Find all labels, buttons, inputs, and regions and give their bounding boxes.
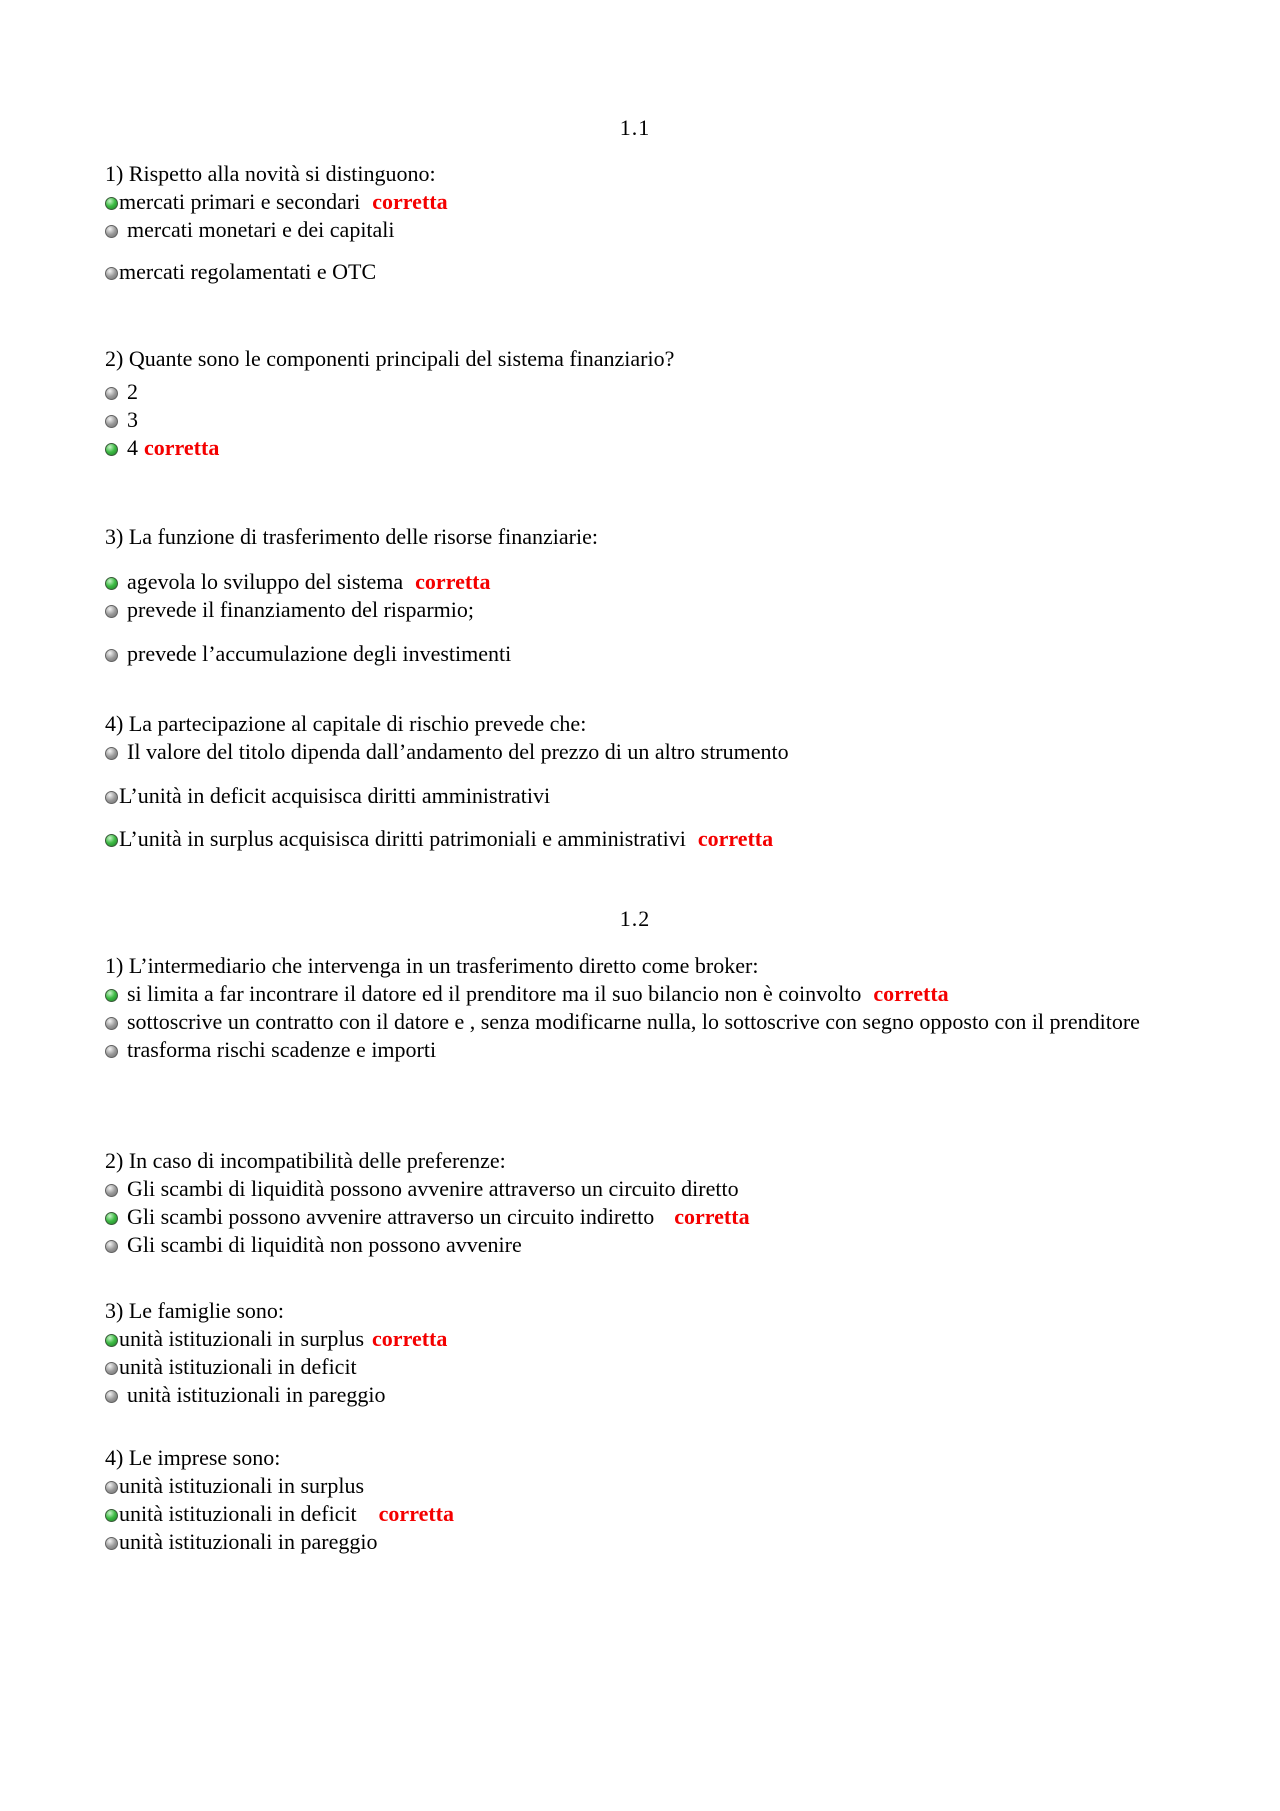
correct-marker: corretta: [372, 1326, 448, 1351]
radio-icon[interactable]: [105, 415, 118, 428]
radio-icon[interactable]: [105, 387, 118, 400]
answer-option[interactable]: [105, 378, 1165, 406]
radio-selected-icon[interactable]: [105, 1212, 118, 1225]
answer-option[interactable]: [105, 1381, 1165, 1409]
radio-icon[interactable]: [105, 1481, 118, 1494]
radio-selected-icon[interactable]: [105, 1334, 118, 1347]
answer-option[interactable]: [105, 1325, 1165, 1353]
question-block: [105, 1147, 1165, 1259]
question-text: 2) In caso di incompatibilità delle preferenze:: [105, 1148, 506, 1173]
answer-option[interactable]: [105, 825, 1165, 853]
quiz-content: [105, 114, 1165, 1556]
radio-icon[interactable]: [105, 791, 118, 804]
radio-icon[interactable]: [105, 1045, 118, 1058]
answer-option[interactable]: [105, 406, 1165, 434]
correct-marker: corretta: [873, 981, 949, 1006]
answer-option[interactable]: [105, 1500, 1165, 1528]
radio-icon[interactable]: [105, 605, 118, 618]
answer-option[interactable]: [105, 1008, 1165, 1036]
option-label: 2: [127, 379, 138, 404]
correct-marker: corretta: [378, 1501, 454, 1526]
option-label: prevede il finanziamento del risparmio;: [127, 597, 474, 622]
option-label: unità istituzionali in pareggio: [119, 1529, 378, 1554]
answer-option[interactable]: [105, 216, 1165, 244]
section-title: 1.2: [619, 906, 651, 931]
option-label: trasforma rischi scadenze e importi: [127, 1037, 437, 1062]
radio-icon[interactable]: [105, 747, 118, 760]
correct-marker: corretta: [144, 435, 220, 460]
option-label: Gli scambi di liquidità possono avvenire attraverso un circuito diretto: [127, 1176, 739, 1201]
option-label: unità istituzionali in deficit: [119, 1354, 357, 1379]
option-label: unità istituzionali in deficit: [119, 1501, 357, 1526]
answer-option[interactable]: [105, 568, 1165, 596]
correct-marker: corretta: [372, 189, 448, 214]
question-block: [105, 710, 1165, 853]
question-block: [105, 523, 1165, 668]
option-label: mercati regolamentati e OTC: [119, 259, 377, 284]
answer-option[interactable]: [105, 1353, 1165, 1381]
radio-selected-icon[interactable]: [105, 443, 118, 456]
option-label: unità istituzionali in surplus: [119, 1326, 365, 1351]
radio-selected-icon[interactable]: [105, 989, 118, 1002]
option-label: unità istituzionali in pareggio: [127, 1382, 386, 1407]
option-label: si limita a far incontrare il datore ed il prenditore ma il suo bilancio non è coinvolto: [127, 981, 862, 1006]
option-label: mercati monetari e dei capitali: [127, 217, 395, 242]
answer-option[interactable]: [105, 434, 1165, 462]
answer-option[interactable]: [105, 258, 1165, 286]
option-label: L’unità in deficit acquisisca diritti amministrativi: [119, 783, 551, 808]
answer-option[interactable]: [105, 782, 1165, 810]
option-label: L’unità in surplus acquisisca diritti patrimoniali e amministrativi: [119, 826, 686, 851]
question-block: [105, 160, 1165, 286]
answer-option[interactable]: [105, 980, 1165, 1008]
option-label: prevede l’accumulazione degli investimenti: [127, 641, 512, 666]
radio-icon[interactable]: [105, 649, 118, 662]
option-label: 3: [127, 407, 138, 432]
radio-icon[interactable]: [105, 1240, 118, 1253]
radio-icon[interactable]: [105, 1362, 118, 1375]
radio-icon[interactable]: [105, 1390, 118, 1403]
radio-icon[interactable]: [105, 1017, 118, 1030]
answer-option[interactable]: [105, 640, 1165, 668]
option-label: agevola lo sviluppo del sistema: [127, 569, 404, 594]
correct-marker: corretta: [697, 826, 774, 851]
option-label: mercati primari e secondari: [119, 189, 361, 214]
option-label: sottoscrive un contratto con il datore e , senza modificarne nulla, lo sottoscrive con segno opposto con il prenditore: [127, 1009, 1140, 1034]
answer-option[interactable]: [105, 738, 1165, 766]
question-text: 1) L’intermediario che intervenga in un trasferimento diretto come broker:: [105, 953, 759, 978]
answer-option[interactable]: [105, 1472, 1165, 1500]
option-label: Il valore del titolo dipenda dall’andamento del prezzo di un altro strumento: [127, 739, 789, 764]
radio-selected-icon[interactable]: [105, 1509, 118, 1522]
correct-marker: corretta: [674, 1204, 750, 1229]
question-text: 3) La funzione di trasferimento delle risorse finanziarie:: [105, 524, 598, 549]
answer-option[interactable]: [105, 1036, 1165, 1064]
radio-icon[interactable]: [105, 1184, 118, 1197]
radio-selected-icon[interactable]: [105, 577, 118, 590]
question-text: 2) Quante sono le componenti principali del sistema finanziario?: [105, 346, 675, 371]
question-text: 1) Rispetto alla novità si distinguono:: [105, 161, 436, 186]
radio-selected-icon[interactable]: [105, 197, 118, 210]
answer-option[interactable]: [105, 596, 1165, 624]
answer-option[interactable]: [105, 1231, 1165, 1259]
question-block: [105, 952, 1165, 1064]
option-label: Gli scambi di liquidità non possono avvenire: [127, 1232, 522, 1257]
answer-option[interactable]: [105, 1203, 1165, 1231]
answer-option[interactable]: [105, 1528, 1165, 1556]
question-block: [105, 1444, 1165, 1556]
radio-icon[interactable]: [105, 1537, 118, 1550]
section-title: 1.1: [619, 115, 651, 140]
radio-selected-icon[interactable]: [105, 834, 118, 847]
radio-icon[interactable]: [105, 267, 118, 280]
correct-marker: corretta: [415, 569, 491, 594]
radio-icon[interactable]: [105, 225, 118, 238]
option-label: Gli scambi possono avvenire attraverso un circuito indiretto: [127, 1204, 655, 1229]
question-block: [105, 345, 1165, 462]
answer-option[interactable]: [105, 188, 1165, 216]
option-label: 4: [127, 435, 138, 460]
question-text: 4) La partecipazione al capitale di rischio prevede che:: [105, 711, 587, 736]
question-block: [105, 1297, 1165, 1409]
question-text: 4) Le imprese sono:: [105, 1445, 281, 1470]
question-text: 3) Le famiglie sono:: [105, 1298, 285, 1323]
answer-option[interactable]: [105, 1175, 1165, 1203]
option-label: unità istituzionali in surplus: [119, 1473, 365, 1498]
